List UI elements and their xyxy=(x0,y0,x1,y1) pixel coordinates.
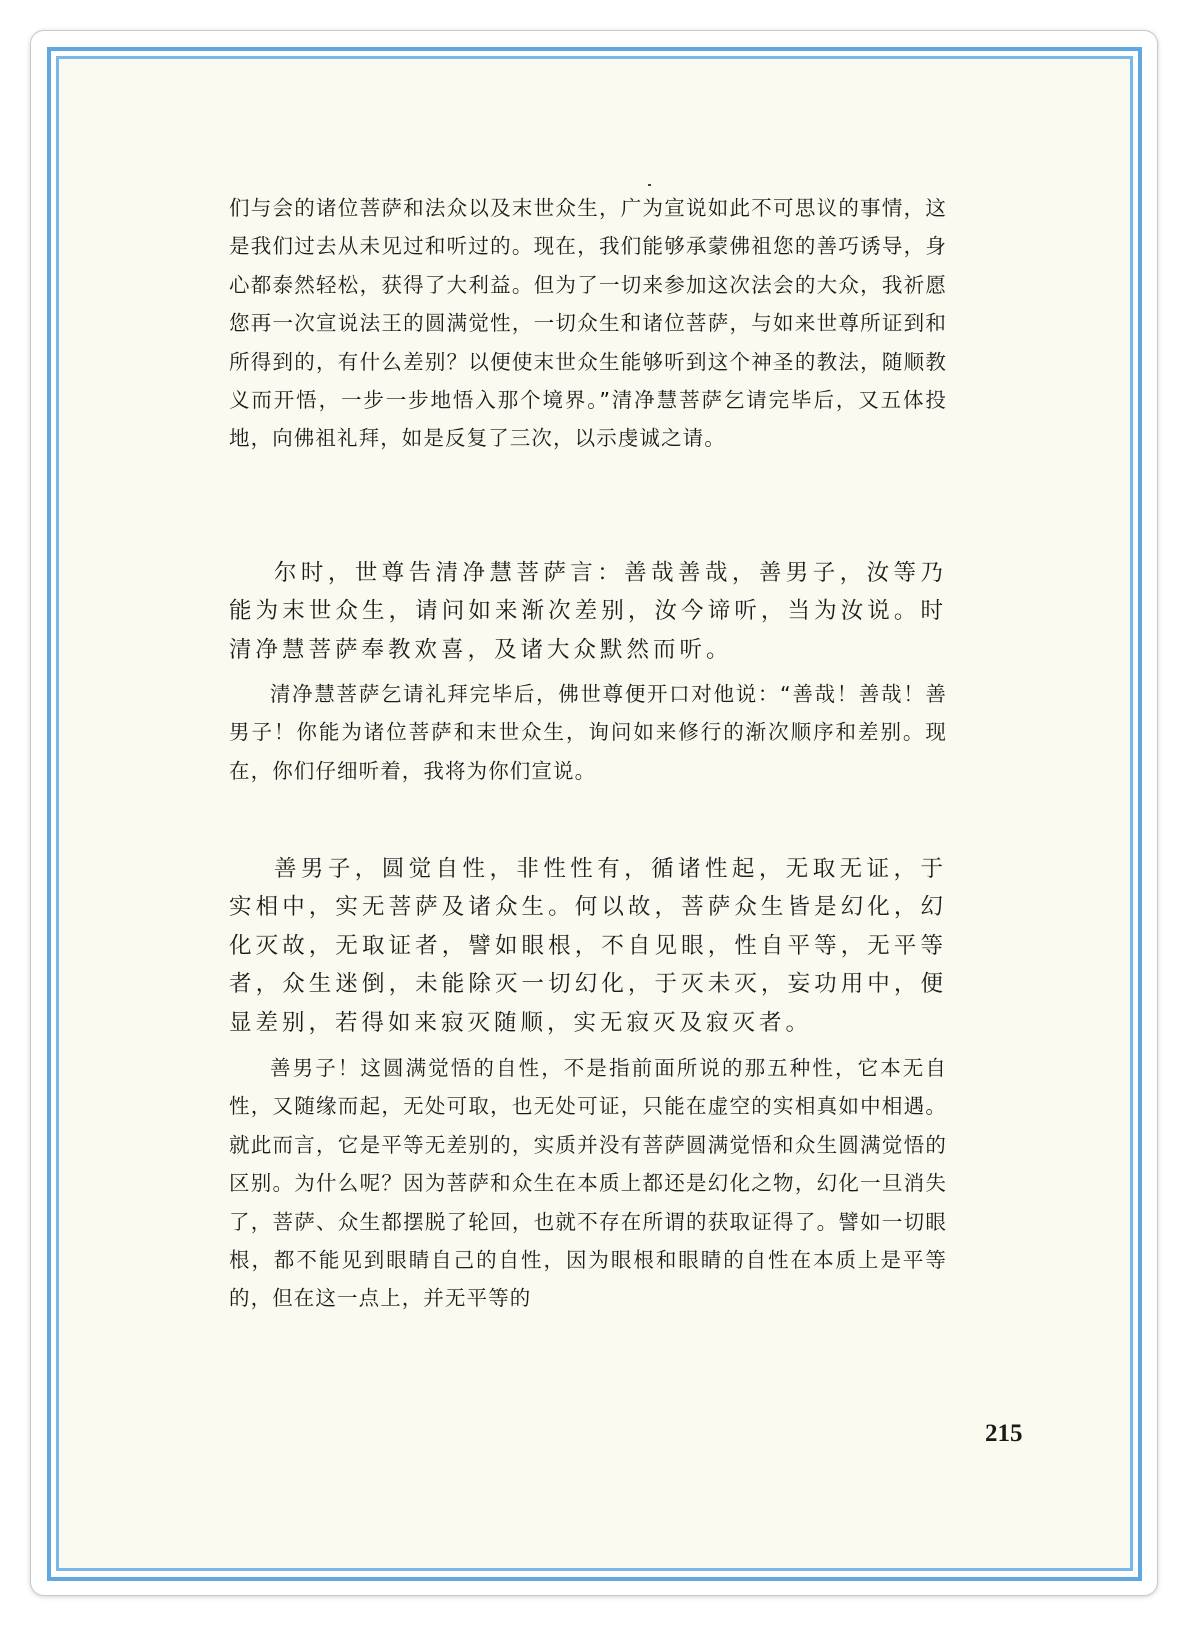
sutra-paragraph-2: 善男子，圆觉自性，非性性有，循诸性起，无取无证，于实相中，实无菩萨及诸众生。何以故，菩萨众生皆是幻化，幻化灭故，无取证者，譬如眼根，不自见眼，性自平等，无平等者，众生迷倒，未能除灭一切幻化，于灭未灭，妄功用中，便显差别，若得如来寂灭随顺，实无寂灭及寂灭者。 xyxy=(229,856,947,1036)
scan-dot-mark xyxy=(648,184,651,186)
sutra-paragraph-1: 尔时，世尊告清净慧菩萨言：善哉善哉，善男子，汝等乃能为末世众生，请问如来渐次差别，汝今谛听，当为汝说。时清净慧菩萨奉教欢喜，及诸大众默然而听。 xyxy=(229,560,947,663)
translation-paragraph-3: 善男子！这圆满觉悟的自性，不是指前面所说的那五种性，它本无自性，又随缘而起，无处可取，也无处可证，只能在虚空的实相真如中相遇。就此而言，它是平等无差别的，实质并没有菩萨圆满觉悟和众生圆满觉悟的区别。为什么呢？因为菩萨和众生在本质上都还是幻化之物，幻化一旦消失了，菩萨、众生都摆脱了轮回，也就不存在所谓的获取证得了。譬如一切眼根，都不能见到眼睛自己的自性，因为眼根和眼睛的自性在本质上是平等的，但在这一点上，并无平等的 xyxy=(229,1056,947,1311)
translation-paragraph-2: 清净慧菩萨乞请礼拜完毕后，佛世尊便开口对他说：“善哉！善哉！善男子！你能为诸位菩萨和末世众生，询问如来修行的渐次顺序和差别。现在，你们仔细听着，我将为你们宣说。 xyxy=(229,682,947,783)
translation-paragraph-1: 们与会的诸位菩萨和法众以及末世众生，广为宣说如此不可思议的事情，这是我们过去从未见过和听过的。现在，我们能够承蒙佛祖您的善巧诱导，身心都泰然轻松，获得了大利益。但为了一切来参加这次法会的大众，我祈愿您再一次宣说法王的圆满觉性，一切众生和诸位菩萨，与如来世尊所证到和所得到的，有什么差别？以便使末世众生能够听到这个神圣的教法，随顺教义而开悟，一步一步地悟入那个境界。”清净慧菩萨乞请完毕后，又五体投地，向佛祖礼拜，如是反复了三次，以示虔诚之请。 xyxy=(229,196,947,451)
page-number: 215 xyxy=(985,1420,1023,1447)
